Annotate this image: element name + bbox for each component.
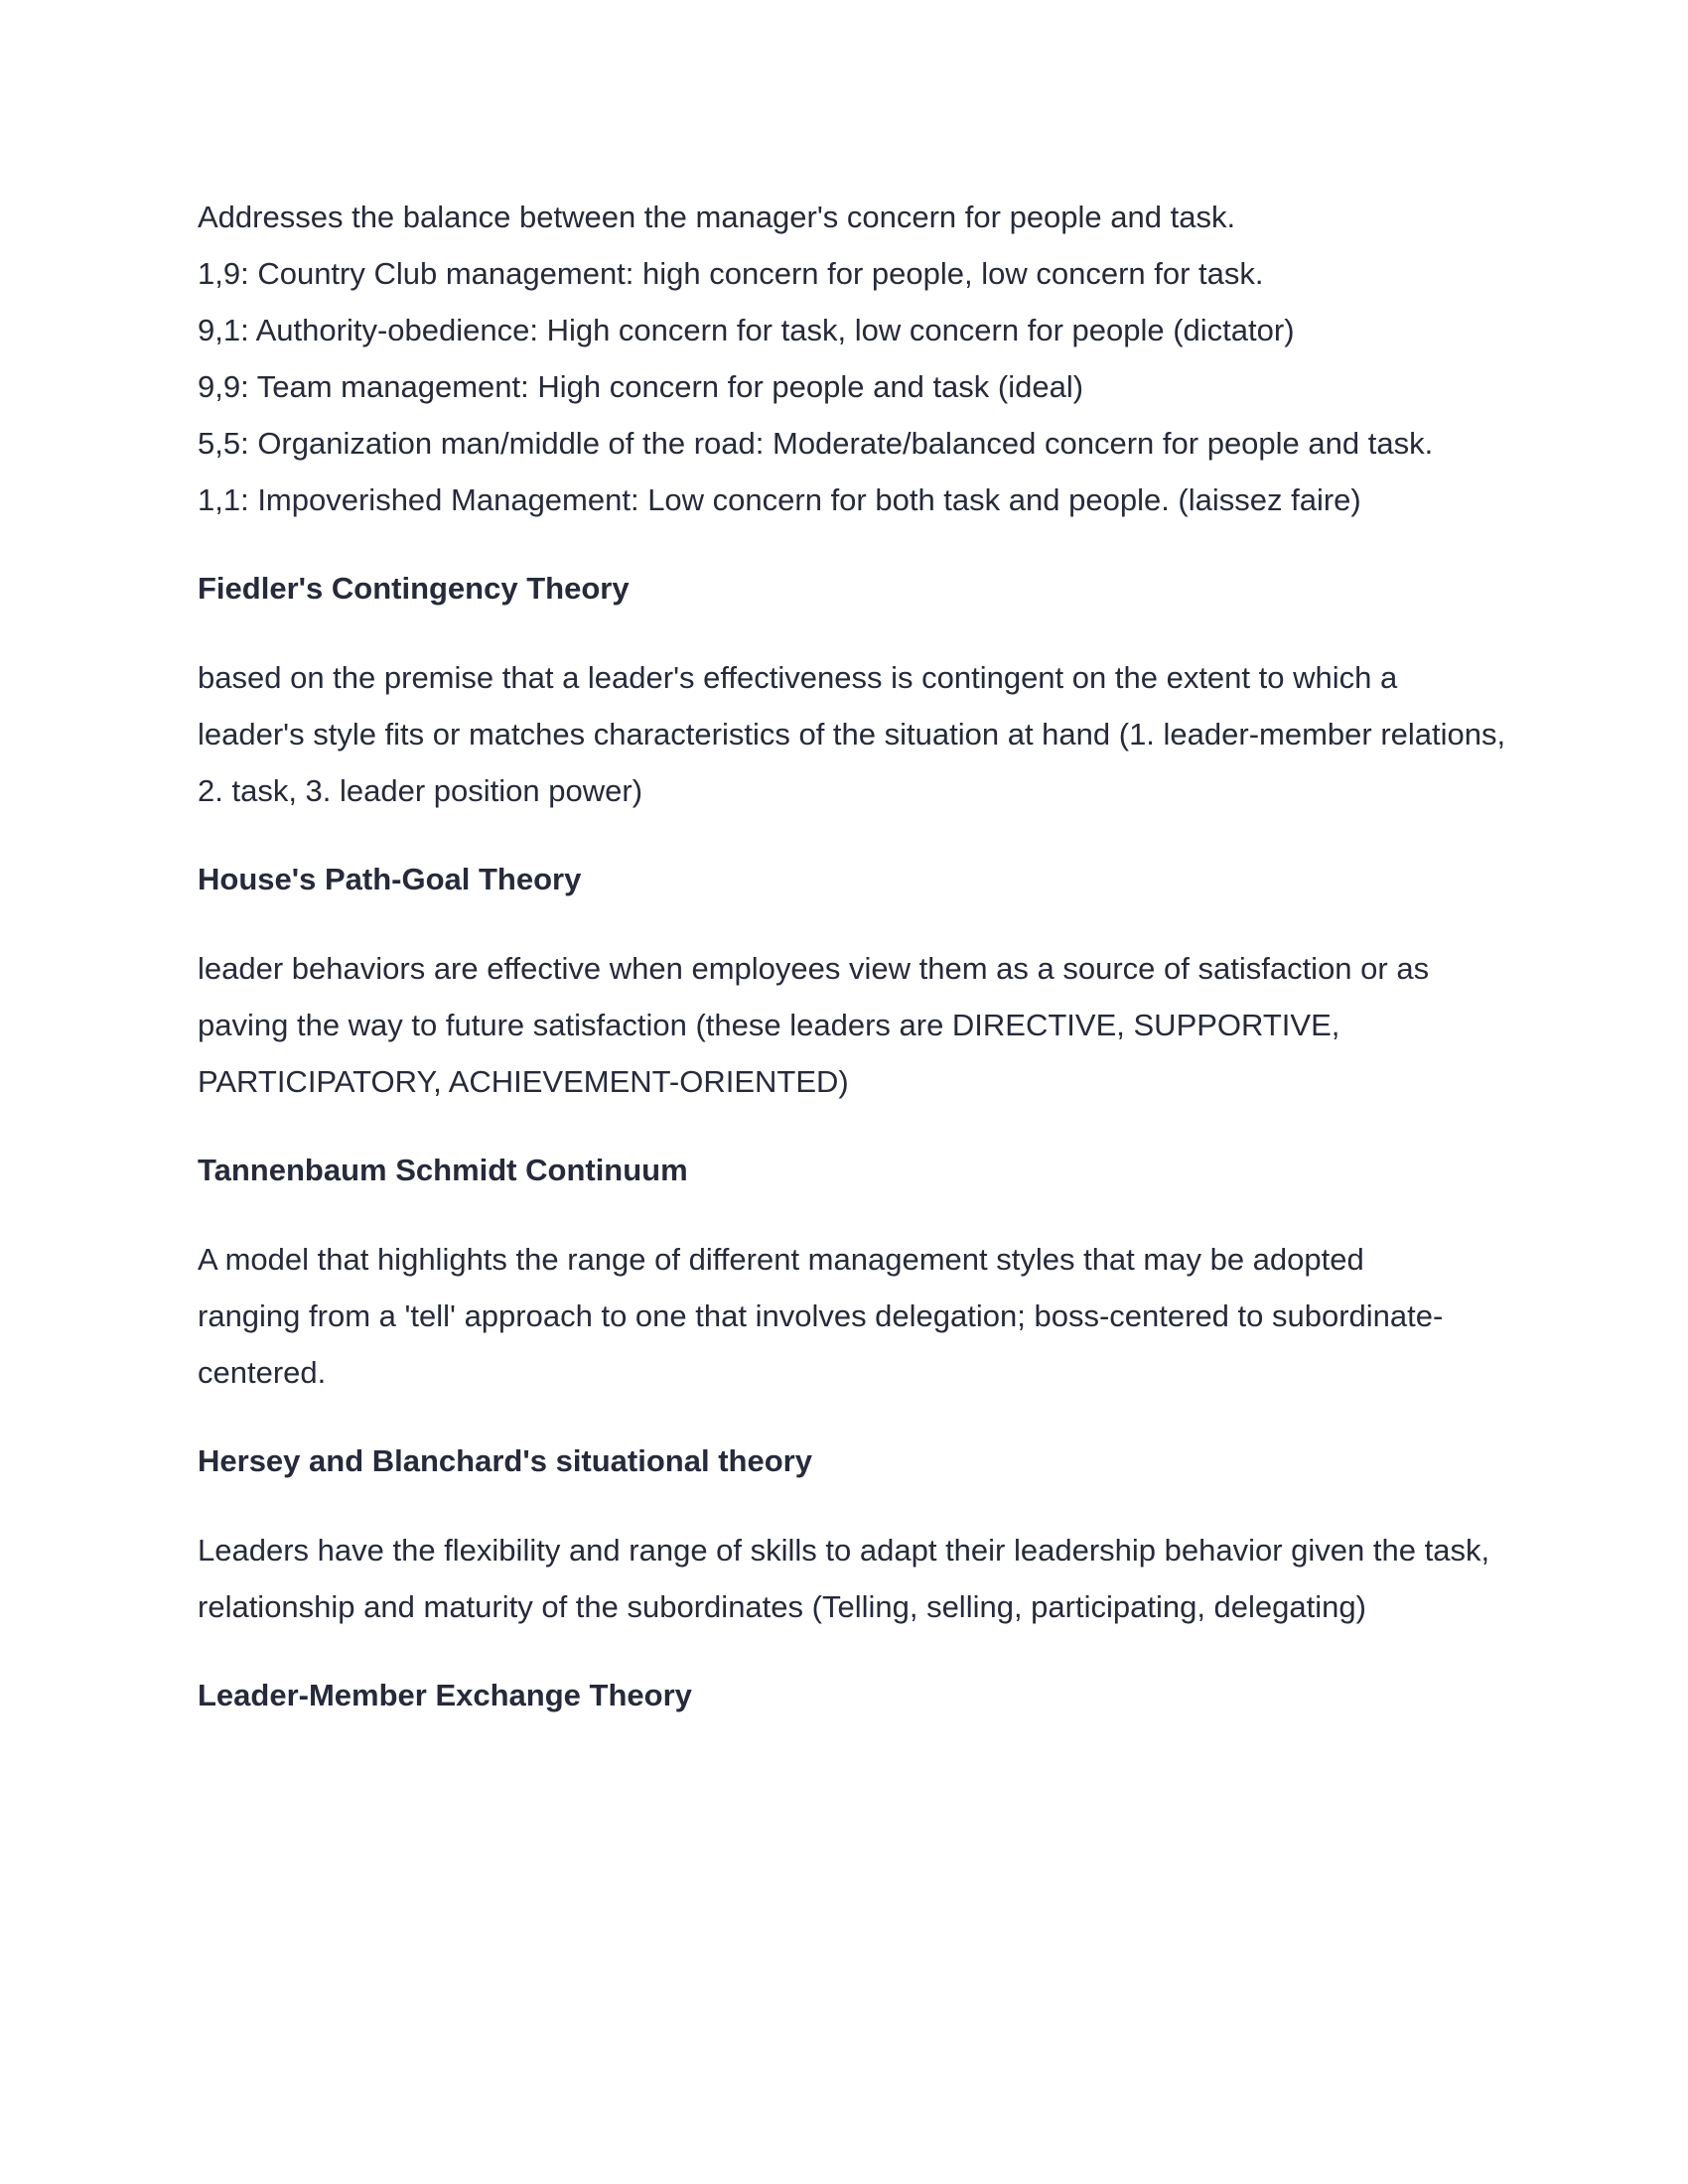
intro-line: 5,5: Organization man/middle of the road: Moderate/balanced concern for people and task. — [198, 426, 1434, 461]
section-heading: Tannenbaum Schmidt Continuum — [198, 1153, 688, 1187]
intro-line: 1,1: Impoverished Management: Low concern for both task and people. (laissez faire) — [198, 482, 1361, 517]
section-body: based on the premise that a leader's effectiveness is contingent on the extent to which a leader's style fits or matches characteristics of the situation at hand (1. leader-member relations, 2. task, 3. leader position power) — [198, 660, 1506, 808]
section-heading: Leader-Member Exchange Theory — [198, 1678, 692, 1712]
section-body: A model that highlights the range of different management styles that may be adopted ranging from a 'tell' approach to one that involves delegation; boss-centered to subordinate-centered. — [198, 1242, 1444, 1390]
intro-line: Addresses the balance between the manager's concern for people and task. — [198, 200, 1236, 234]
section-heading: Fiedler's Contingency Theory — [198, 571, 630, 606]
intro-line: 1,9: Country Club management: high concern for people, low concern for task. — [198, 256, 1264, 291]
section-heading: House's Path-Goal Theory — [198, 862, 582, 896]
intro-block — [198, 189, 1508, 528]
document-page — [198, 189, 1508, 1756]
section-body: Leaders have the flexibility and range of skills to adapt their leadership behavior given the task, relationship and maturity of the subordinates (Telling, selling, participating, delegating) — [198, 1533, 1490, 1624]
section-heading: Hersey and Blanchard's situational theory — [198, 1443, 812, 1478]
intro-line: 9,9: Team management: High concern for people and task (ideal) — [198, 369, 1084, 404]
intro-line: 9,1: Authority-obedience: High concern for task, low concern for people (dictator) — [198, 313, 1295, 347]
section-body: leader behaviors are effective when employees view them as a source of satisfaction or as paving the way to future satisfaction (these leaders are DIRECTIVE, SUPPORTIVE, PARTICIPATORY, ACHIEVEMENT-ORIENTED) — [198, 951, 1430, 1099]
